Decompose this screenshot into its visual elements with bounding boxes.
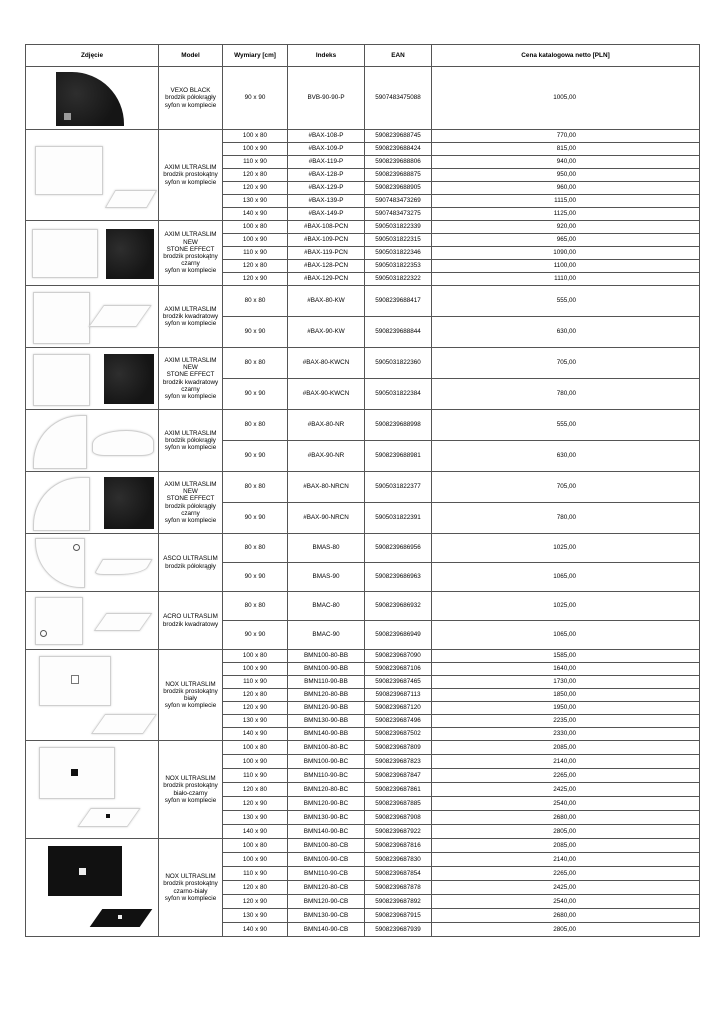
model-line: brodzik kwadratowy: [162, 620, 219, 628]
dimensions-cell: 130 x 90: [223, 909, 288, 923]
price-cell: 2540,00: [432, 797, 700, 811]
dimensions-cell: 100 x 90: [223, 663, 288, 676]
header-net-price: Cena katalogowa netto [PLN]: [432, 45, 700, 67]
tray-top-view: [35, 597, 83, 645]
price-cell: 1125,00: [432, 208, 700, 221]
ean-cell: 5905031822315: [365, 234, 432, 247]
price-cell: 1065,00: [432, 621, 700, 650]
price-cell: 2805,00: [432, 825, 700, 839]
index-cell: #BAX-129-PCN: [288, 273, 365, 286]
table-row: [26, 410, 700, 441]
table-row: [26, 286, 700, 317]
tray-perspective-view: [91, 714, 157, 734]
dimensions-cell: 80 x 80: [223, 410, 288, 441]
index-cell: BMN100-80-CB: [288, 839, 365, 853]
model-description: [159, 534, 223, 592]
index-cell: #BAX-80-KW: [288, 286, 365, 317]
model-line: brodzik kwadratowy: [162, 378, 219, 386]
ean-cell: 5908239687878: [365, 881, 432, 895]
ean-cell: 5908239688806: [365, 156, 432, 169]
index-cell: #BAX-90-KW: [288, 317, 365, 348]
index-cell: BMN120-80-BC: [288, 783, 365, 797]
model-line: syfon w komplecie: [164, 267, 217, 275]
tray-top-view: [33, 354, 90, 406]
dimensions-cell: 130 x 90: [223, 715, 288, 728]
price-cell: 2140,00: [432, 853, 700, 867]
header-photo: Zdjęcie: [26, 45, 159, 67]
table-row: [26, 348, 700, 379]
dimensions-cell: 130 x 90: [223, 811, 288, 825]
tray-top-view: [33, 477, 90, 531]
index-cell: BMN130-90-CB: [288, 909, 365, 923]
model-line: brodzik prostokątny: [163, 782, 218, 790]
model-line: NOX ULTRASLIM: [165, 775, 216, 783]
price-cell: 1025,00: [432, 534, 700, 563]
price-cell: 2265,00: [432, 867, 700, 881]
model-line: NEW: [183, 364, 198, 372]
dimensions-cell: 90 x 90: [223, 379, 288, 410]
price-cell: 705,00: [432, 348, 700, 379]
table-row: [26, 130, 700, 143]
model-line: AXIM ULTRASLIM: [164, 429, 217, 437]
dimensions-cell: 90 x 90: [223, 563, 288, 592]
axim-quarter-round-white-tray-photo: [26, 410, 159, 472]
dimensions-cell: 120 x 90: [223, 182, 288, 195]
price-cell: 940,00: [432, 156, 700, 169]
tray-perspective-view: [105, 190, 157, 208]
index-cell: BMN100-90-CB: [288, 853, 365, 867]
price-cell: 1730,00: [432, 676, 700, 689]
model-line: STONE EFFECT: [166, 371, 215, 379]
model-line: syfon w komplecie: [164, 796, 217, 804]
price-cell: 1005,00: [432, 67, 700, 130]
dimensions-cell: 110 x 90: [223, 676, 288, 689]
tray-perspective-view: [93, 559, 152, 575]
table-row: [26, 839, 700, 853]
dimensions-cell: 100 x 90: [223, 234, 288, 247]
header-index: Indeks: [288, 45, 365, 67]
model-line: brodzik półokrągły: [165, 562, 216, 570]
price-cell: 780,00: [432, 503, 700, 534]
tray-perspective-view: [92, 430, 154, 456]
index-cell: BMN100-80-BB: [288, 650, 365, 663]
table-row: [26, 221, 700, 234]
dimensions-cell: 140 x 90: [223, 208, 288, 221]
model-line: biało-czarny: [173, 789, 208, 797]
index-cell: BMN100-80-BC: [288, 741, 365, 755]
index-cell: #BAX-128-P: [288, 169, 365, 182]
model-line: brodzik prostokątny: [163, 687, 218, 695]
model-description: [159, 410, 223, 472]
ean-cell: 5908239687823: [365, 755, 432, 769]
tray-top-view: [33, 292, 90, 344]
header-model: Model: [159, 45, 223, 67]
dimensions-cell: 120 x 80: [223, 689, 288, 702]
index-cell: BMAS-90: [288, 563, 365, 592]
ean-cell: 5905031822346: [365, 247, 432, 260]
price-cell: 2265,00: [432, 769, 700, 783]
price-cell: 965,00: [432, 234, 700, 247]
axim-stone-effect-rectangular-tray-photo: [26, 221, 159, 286]
ean-cell: 5908239688981: [365, 441, 432, 472]
ean-cell: 5905031822322: [365, 273, 432, 286]
model-line: syfon w komplecie: [164, 444, 217, 452]
index-cell: #BAX-129-P: [288, 182, 365, 195]
tray-perspective-view: [88, 305, 151, 327]
price-cell: 920,00: [432, 221, 700, 234]
ean-cell: 5908239687892: [365, 895, 432, 909]
index-cell: #BAX-90-NR: [288, 441, 365, 472]
index-cell: #BAX-90-NRCN: [288, 503, 365, 534]
ean-cell: 5907483475088: [365, 67, 432, 130]
drain-icon: [73, 544, 80, 551]
price-cell: 1090,00: [432, 247, 700, 260]
price-cell: 2425,00: [432, 783, 700, 797]
dimensions-cell: 90 x 90: [223, 503, 288, 534]
dimensions-cell: 80 x 80: [223, 348, 288, 379]
table-row: [26, 650, 700, 663]
price-cell: 2425,00: [432, 881, 700, 895]
dimensions-cell: 100 x 80: [223, 741, 288, 755]
model-line: NOX ULTRASLIM: [165, 873, 216, 881]
model-description: [159, 741, 223, 839]
dimensions-cell: 100 x 80: [223, 839, 288, 853]
tray-top-view: [33, 415, 87, 469]
model-line: czarny: [181, 509, 200, 517]
model-line: brodzik półokrągły: [165, 436, 216, 444]
price-cell: 2680,00: [432, 909, 700, 923]
price-cell: 950,00: [432, 169, 700, 182]
model-line: ACRO ULTRASLIM: [163, 613, 218, 621]
drain-icon: [106, 814, 110, 818]
model-line: brodzik prostokątny: [163, 880, 218, 888]
ean-cell: 5905031822353: [365, 260, 432, 273]
model-line: AXIM ULTRASLIM: [164, 305, 217, 313]
drain-icon: [71, 675, 79, 684]
index-cell: BMN120-90-BC: [288, 797, 365, 811]
dimensions-cell: 100 x 80: [223, 221, 288, 234]
table-row: [26, 592, 700, 621]
ean-cell: 5908239687922: [365, 825, 432, 839]
index-cell: BMN120-90-CB: [288, 895, 365, 909]
index-cell: BMAC-90: [288, 621, 365, 650]
index-cell: #BAX-149-P: [288, 208, 365, 221]
ean-cell: 5908239687120: [365, 702, 432, 715]
model-description: [159, 592, 223, 650]
model-description: [159, 348, 223, 410]
index-cell: BMN110-90-CB: [288, 867, 365, 881]
index-cell: BMAC-80: [288, 592, 365, 621]
ean-cell: 5908239687915: [365, 909, 432, 923]
model-line: syfon w komplecie: [164, 101, 217, 109]
ean-cell: 5908239687809: [365, 741, 432, 755]
price-cell: 1850,00: [432, 689, 700, 702]
model-line: syfon w komplecie: [164, 392, 217, 400]
dimensions-cell: 80 x 80: [223, 286, 288, 317]
table-body: [26, 67, 700, 937]
price-cell: 780,00: [432, 379, 700, 410]
drain-icon: [64, 113, 71, 120]
dimensions-cell: 90 x 90: [223, 317, 288, 348]
index-cell: #BAX-80-NR: [288, 410, 365, 441]
dimensions-cell: 100 x 80: [223, 650, 288, 663]
model-line: STONE EFFECT: [166, 495, 215, 503]
ean-cell: 5908239687816: [365, 839, 432, 853]
model-line: brodzik kwadratowy: [162, 312, 219, 320]
ean-cell: 5905031822391: [365, 503, 432, 534]
price-cell: 2805,00: [432, 923, 700, 937]
ean-cell: 5908239687106: [365, 663, 432, 676]
price-cell: 770,00: [432, 130, 700, 143]
ean-cell: 5908239688424: [365, 143, 432, 156]
dimensions-cell: 130 x 90: [223, 195, 288, 208]
model-line: czarno-biały: [173, 887, 208, 895]
dimensions-cell: 90 x 90: [223, 441, 288, 472]
model-line: AXIM ULTRASLIM: [164, 480, 217, 488]
ean-cell: 5908239688875: [365, 169, 432, 182]
model-line: STONE EFFECT: [166, 245, 215, 253]
index-cell: BMN110-90-BB: [288, 676, 365, 689]
ean-cell: 5907483473275: [365, 208, 432, 221]
dimensions-cell: 100 x 80: [223, 130, 288, 143]
index-cell: BMN140-90-BB: [288, 728, 365, 741]
ean-cell: 5908239686949: [365, 621, 432, 650]
model-line: czarny: [181, 260, 200, 268]
price-cell: 630,00: [432, 441, 700, 472]
header-dimensions: Wymiary [cm]: [223, 45, 288, 67]
ean-cell: 5908239687939: [365, 923, 432, 937]
index-cell: #BAX-109-PCN: [288, 234, 365, 247]
ean-cell: 5908239688417: [365, 286, 432, 317]
dimensions-cell: 120 x 80: [223, 260, 288, 273]
index-cell: #BAX-139-P: [288, 195, 365, 208]
table-header-row: [26, 45, 700, 67]
nox-white-black-rectangular-tray-photo: [26, 741, 159, 839]
model-line: brodzik półokrągły: [165, 94, 216, 102]
ean-cell: 5908239686963: [365, 563, 432, 592]
ean-cell: 5908239687113: [365, 689, 432, 702]
model-line: biały: [184, 695, 197, 702]
dimensions-cell: 120 x 90: [223, 895, 288, 909]
model-line: czarny: [181, 385, 200, 393]
index-cell: #BAX-128-PCN: [288, 260, 365, 273]
ean-cell: 5908239687861: [365, 783, 432, 797]
price-cell: 2235,00: [432, 715, 700, 728]
price-cell: 1115,00: [432, 195, 700, 208]
model-line: VEXO BLACK: [170, 87, 211, 95]
model-line: ASCO ULTRASLIM: [163, 555, 218, 563]
index-cell: #BAX-119-P: [288, 156, 365, 169]
dimensions-cell: 140 x 90: [223, 825, 288, 839]
acro-square-tray-photo: [26, 592, 159, 650]
dimensions-cell: 120 x 80: [223, 169, 288, 182]
drain-icon: [40, 630, 47, 637]
index-cell: #BAX-108-P: [288, 130, 365, 143]
ean-cell: 5908239687465: [365, 676, 432, 689]
ean-cell: 5905031822339: [365, 221, 432, 234]
dimensions-cell: 110 x 90: [223, 769, 288, 783]
model-line: AXIM ULTRASLIM: [164, 356, 217, 364]
index-cell: BMN130-90-BB: [288, 715, 365, 728]
model-line: brodzik prostokątny: [163, 171, 218, 179]
ean-cell: 5908239688905: [365, 182, 432, 195]
dimensions-cell: 140 x 90: [223, 728, 288, 741]
price-cell: 2330,00: [432, 728, 700, 741]
price-cell: 630,00: [432, 317, 700, 348]
index-cell: #BAX-80-NRCN: [288, 472, 365, 503]
ean-cell: 5908239687908: [365, 811, 432, 825]
model-line: brodzik półokrągły: [165, 502, 216, 510]
drain-icon: [71, 769, 78, 776]
ean-cell: 5908239686956: [365, 534, 432, 563]
index-cell: #BAX-119-PCN: [288, 247, 365, 260]
index-cell: #BAX-108-PCN: [288, 221, 365, 234]
index-cell: BMAS-80: [288, 534, 365, 563]
ean-cell: 5908239687854: [365, 867, 432, 881]
dimensions-cell: 120 x 90: [223, 702, 288, 715]
model-line: AXIM ULTRASLIM: [164, 231, 217, 239]
model-description: [159, 650, 223, 741]
model-description: [159, 286, 223, 348]
table-row: [26, 472, 700, 503]
price-cell: 2680,00: [432, 811, 700, 825]
drain-icon: [118, 915, 122, 919]
ean-cell: 5905031822377: [365, 472, 432, 503]
dimensions-cell: 110 x 90: [223, 867, 288, 881]
price-cell: 2085,00: [432, 741, 700, 755]
ean-cell: 5908239687830: [365, 853, 432, 867]
price-cell: 2540,00: [432, 895, 700, 909]
index-cell: BMN140-90-CB: [288, 923, 365, 937]
model-description: [159, 67, 223, 130]
drain-icon: [79, 868, 86, 875]
index-cell: BMN110-90-BC: [288, 769, 365, 783]
index-cell: BMN100-90-BB: [288, 663, 365, 676]
price-cell: 1100,00: [432, 260, 700, 273]
dimensions-cell: 120 x 80: [223, 881, 288, 895]
tray-top-view: [35, 146, 103, 195]
price-cell: 555,00: [432, 286, 700, 317]
tray-stone-texture: [104, 477, 154, 529]
nox-white-rectangular-tray-photo: [26, 650, 159, 741]
model-line: syfon w komplecie: [164, 516, 217, 524]
model-line: syfon w komplecie: [164, 894, 217, 902]
price-list-table: [25, 44, 700, 937]
ean-cell: 5908239687090: [365, 650, 432, 663]
ean-cell: 5908239688844: [365, 317, 432, 348]
index-cell: BMN100-90-BC: [288, 755, 365, 769]
price-cell: 705,00: [432, 472, 700, 503]
axim-stone-effect-square-tray-photo: [26, 348, 159, 410]
model-description: [159, 472, 223, 534]
price-cell: 960,00: [432, 182, 700, 195]
index-cell: BMN130-90-BC: [288, 811, 365, 825]
tray-top-view: [32, 229, 98, 278]
model-line: syfon w komplecie: [164, 178, 217, 186]
price-cell: 1025,00: [432, 592, 700, 621]
dimensions-cell: 120 x 80: [223, 783, 288, 797]
table-row: [26, 741, 700, 755]
dimensions-cell: 100 x 90: [223, 853, 288, 867]
axim-square-white-tray-photo: [26, 286, 159, 348]
model-description: [159, 839, 223, 937]
dimensions-cell: 120 x 90: [223, 273, 288, 286]
ean-cell: 5907483473269: [365, 195, 432, 208]
model-line: syfon w komplecie: [164, 702, 217, 710]
tray-stone-texture: [104, 354, 154, 404]
model-description: [159, 130, 223, 221]
index-cell: BMN120-80-BB: [288, 689, 365, 702]
axim-stone-effect-quarter-round-tray-photo: [26, 472, 159, 534]
asco-quarter-round-tray-photo: [26, 534, 159, 592]
index-cell: #BAX-109-P: [288, 143, 365, 156]
ean-cell: 5908239688745: [365, 130, 432, 143]
price-cell: 1640,00: [432, 663, 700, 676]
index-cell: BMN140-90-BC: [288, 825, 365, 839]
tray-perspective-view: [94, 613, 153, 631]
price-cell: 1585,00: [432, 650, 700, 663]
ean-cell: 5905031822384: [365, 379, 432, 410]
dimensions-cell: 110 x 90: [223, 156, 288, 169]
model-line: NEW: [183, 238, 198, 246]
header-ean: EAN: [365, 45, 432, 67]
model-description: [159, 221, 223, 286]
dimensions-cell: 80 x 80: [223, 472, 288, 503]
dimensions-cell: 140 x 90: [223, 923, 288, 937]
ean-cell: 5908239686932: [365, 592, 432, 621]
index-cell: BMN120-80-CB: [288, 881, 365, 895]
index-cell: #BAX-90-KWCN: [288, 379, 365, 410]
price-cell: 555,00: [432, 410, 700, 441]
dimensions-cell: 80 x 80: [223, 534, 288, 563]
ean-cell: 5908239688998: [365, 410, 432, 441]
price-cell: 1065,00: [432, 563, 700, 592]
model-line: NOX ULTRASLIM: [165, 680, 216, 688]
table-row: [26, 534, 700, 563]
ean-cell: 5905031822360: [365, 348, 432, 379]
model-line: syfon w komplecie: [164, 320, 217, 328]
ean-cell: 5908239687847: [365, 769, 432, 783]
dimensions-cell: 90 x 90: [223, 621, 288, 650]
dimensions-cell: 100 x 90: [223, 143, 288, 156]
dimensions-cell: 80 x 80: [223, 592, 288, 621]
index-cell: #BAX-80-KWCN: [288, 348, 365, 379]
axim-rectangular-white-tray-photo: [26, 130, 159, 221]
ean-cell: 5908239687496: [365, 715, 432, 728]
vexo-black-quarter-round-tray-photo: [26, 67, 159, 130]
nox-black-white-rectangular-tray-photo: [26, 839, 159, 937]
table-row: [26, 67, 700, 130]
dimensions-cell: 100 x 90: [223, 755, 288, 769]
index-cell: BMN120-90-BB: [288, 702, 365, 715]
dimensions-cell: 90 x 90: [223, 67, 288, 130]
tray-stone-texture: [106, 229, 154, 279]
dimensions-cell: 120 x 90: [223, 797, 288, 811]
price-cell: 1950,00: [432, 702, 700, 715]
model-line: AXIM ULTRASLIM: [164, 164, 217, 172]
index-cell: BVB-90-90-P: [288, 67, 365, 130]
dimensions-cell: 110 x 90: [223, 247, 288, 260]
ean-cell: 5908239687885: [365, 797, 432, 811]
price-cell: 815,00: [432, 143, 700, 156]
price-cell: 2085,00: [432, 839, 700, 853]
price-cell: 2140,00: [432, 755, 700, 769]
price-cell: 1110,00: [432, 273, 700, 286]
model-line: NEW: [183, 488, 198, 496]
ean-cell: 5908239687502: [365, 728, 432, 741]
model-line: brodzik prostokątny: [163, 253, 218, 260]
